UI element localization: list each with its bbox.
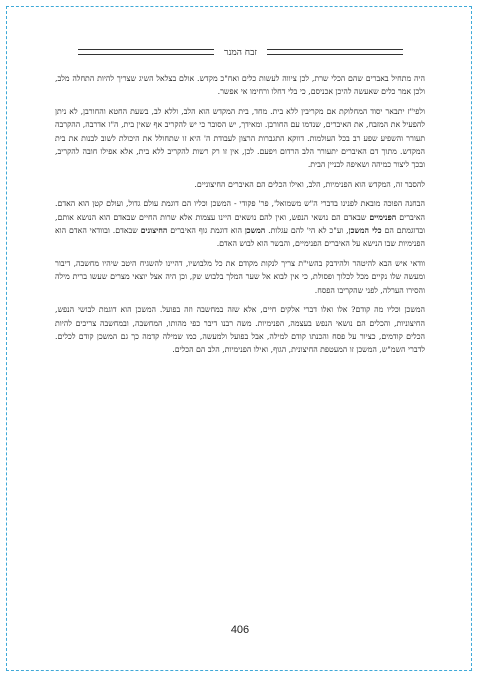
- paragraph: להסבר זה, המקדש הוא הפנימיות, הלב, ואילו הכלים הם האיברים החיצוניים.: [194, 179, 425, 189]
- paragraph: ולפי"ז יתבאר יסוד המחלוקת אם מקריבין ללא בית. מחד, בית המקדש הוא הלב, וללא לב, בשעת החטא והחורבן, לא ניתן להפעיל את המזבח, את האיברים, שנדמו עם החורבן. ומאידך, יש הסובר כי יש להקריב אף שאין בית, ה"ז אדרבה, ההקרבה תעורר והשפיע שפע רב בכל העולמות. דווקא התגברות הרצון לעבודת ה' היא זו שתחולל את היכולת לשוב לבנות את בית המקדש. מתוך דם האיברים יתעורר הלב הרדום ויפעם. לכן, אין זו רק רשות להקריב ללא בית, אלא אפילו חובה להקריב, ובכך ליצור כמיהה ושאיפה לבניין הבית.: [55, 106, 425, 170]
- body-text: [55, 72, 425, 363]
- running-header: [78, 44, 403, 60]
- bold-term: המשכן: [244, 226, 266, 236]
- header-rule-right: [267, 49, 403, 55]
- paragraph: וודאי איש הבא להיטהר ולהידבק בהשי"ת צריך לנקות מקודם את כל מלבושיו, דהיינו להשגיח היטב שיהיו מחשבה, דיבור ומעשה שלו נקיים מכל לכלוך ופסולת, כי אין לבוא אל שער המלך בלבוש שק, וכן היה אצל יוצאי מצרים שעשו ברית מילה והסירו הערלה, לפני שהקריבו הפסח.: [55, 258, 425, 295]
- header-rule-left: [78, 49, 214, 55]
- bold-term: החיצונים: [140, 226, 168, 236]
- bold-term: כלי המשכן: [348, 226, 382, 236]
- paragraph: המשכן וכליו מה קודם? אלו ואלו דברי אלקים חיים, אלא שזה במחשבה וזה בפועל. המשכן הוא דוגמת לבושי הנפש, החיצוניות, והכלים הם נושאי הנפש בעצמה, הפנימיות. משה רבנו דיבר כפי מהותו, המחשבה, ובמחשבה צריכים להיות הכלים קודמים, כציור על פסח והכנתו קודם למילה, אבל בפועל ולמעשה, כמו שמילה קדמה כך גם המשכן קודם לכלים. לדברי השמ"ש, המשכן זו המעטפת החיצונית, הגוף, ואילו הפנימיות, הלב הם הכלים.: [55, 305, 425, 355]
- page-number: 406: [230, 624, 250, 636]
- paragraph: הבחנה הפוכה מובאת לפנינו בדברי ה"ש משמואל', פר' פקודי - המשכן וכליו הם דוגמת עולם גדול, ועולם קטן הוא האדם. האיברים הפנימיים שבאדם הם נושאי הנפש, ואין להם נושאים היינו עצמות אלא שרות החיים שבאדם הוא הנושא אותם, ובדוגמתם הם כלי המשכן, וע"כ לא הי' להם עגלות. המשכן הוא דוגמת גוף האיברים החיצונים שבאדם. ובוודאי האדם הוא הפנימיות שבו הנישא על האיברים הפנימיים, והבשר הוא לבוש האדם.: [55, 199, 425, 249]
- paragraph: היה מתחיל באברים שהם הכלי שרת, לכן ציווה לעשות כלים ואח"כ מקדש. אולם בצלאל השיג שצריך להיות התחלה מלב, ולכן אמר כלים שאעשה להיכן אכניסם, כי בלי דחלו ורחימו אי אפשר.: [55, 74, 425, 97]
- header-title: זבח המנר: [224, 47, 257, 58]
- bold-term: הפנימיים: [369, 212, 397, 222]
